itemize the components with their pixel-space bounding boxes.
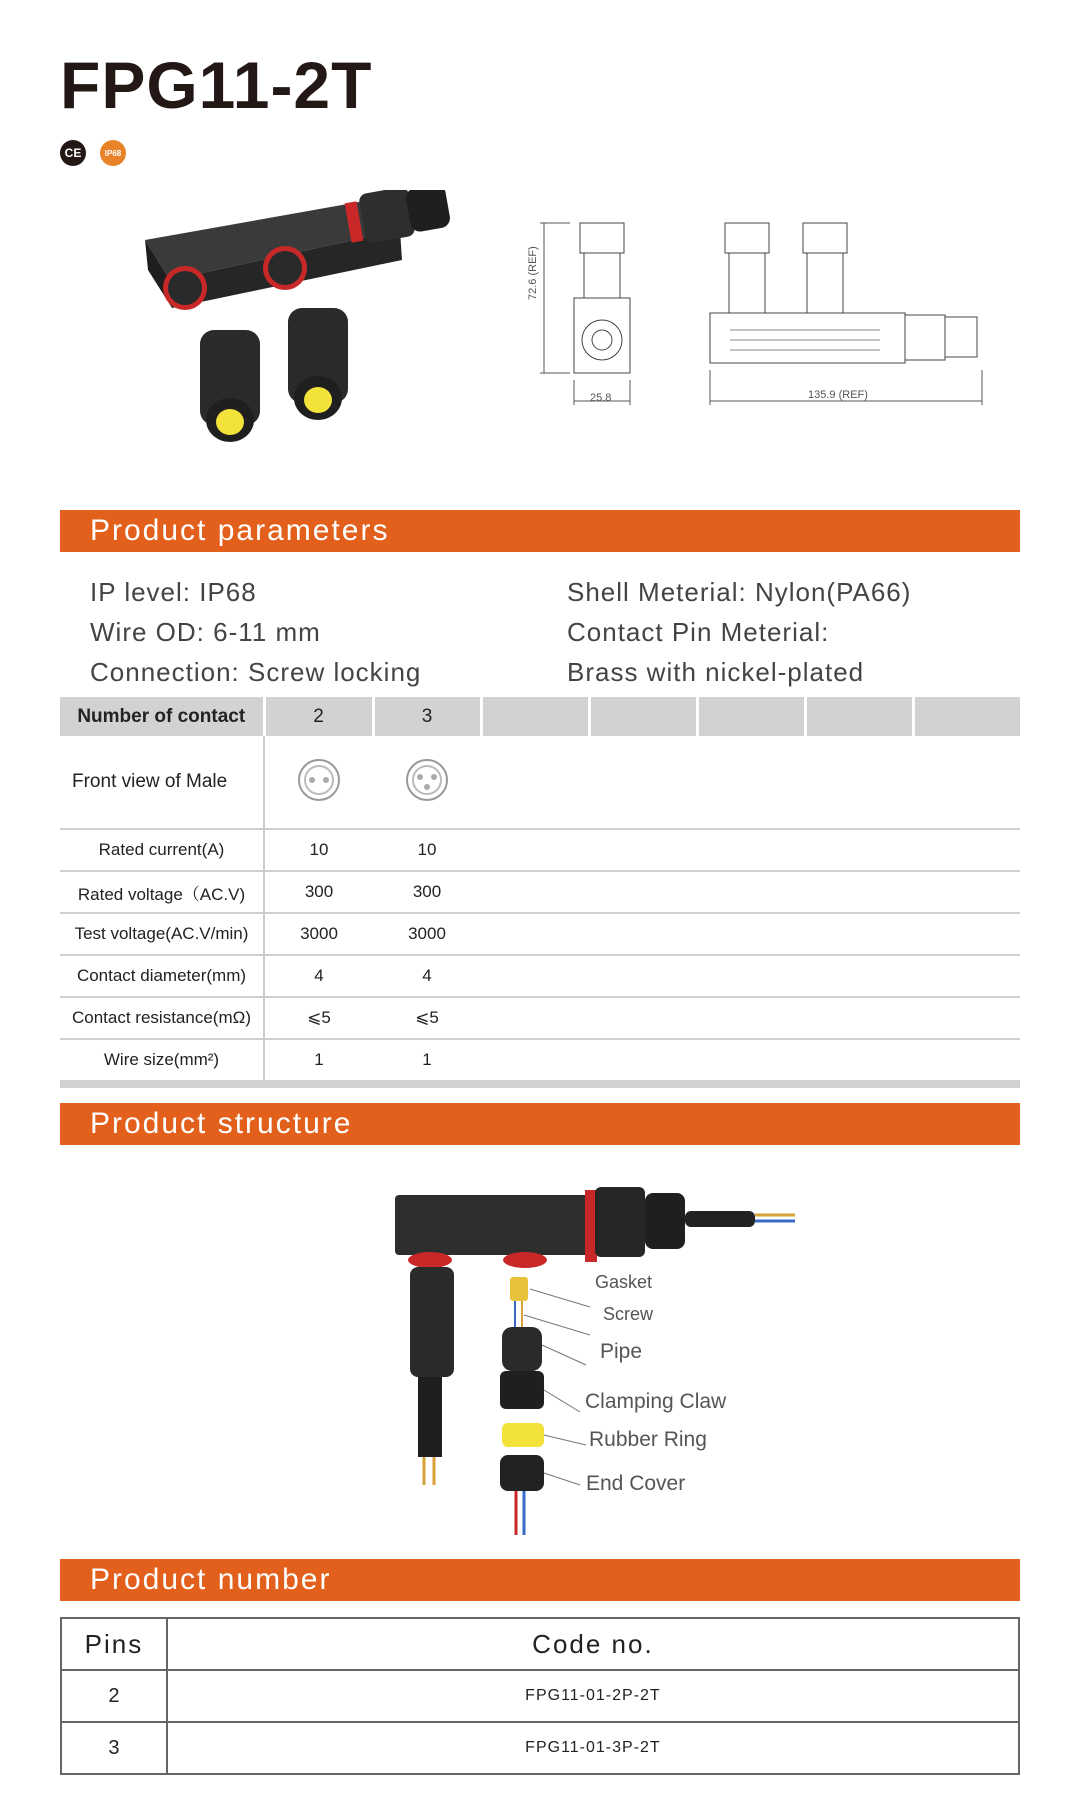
spec-header-value: 3 [373,697,481,736]
structure-right-exploded-image [500,1277,544,1535]
spec-table-bottom-bar [60,1080,1020,1088]
spec-row [60,955,1020,997]
spec-header-row [60,697,1020,736]
spec-cell: 1 [314,1050,324,1069]
spec-cell: 300 [373,871,481,913]
spec-cell: ⩽5 [373,997,481,1039]
spec-row-label: Contact resistance(mΩ) [60,997,264,1039]
spec-table [60,697,1020,1088]
param-connection: Connection: Screw locking [90,657,422,687]
param-pin-material-value: Brass with nickel-plated [567,657,865,687]
spec-cell: 300 [264,871,373,913]
front-view-3pin-cell [373,736,481,829]
table-row [61,1670,1019,1722]
label-gasket: Gasket [595,1272,653,1292]
product-photo [140,190,460,450]
front-view-3pin-icon [404,757,450,803]
plug-male-1-image [200,330,260,442]
spec-header-value: 2 [264,697,373,736]
spec-row [60,829,1020,871]
side-dimension-drawing [530,215,640,410]
param-wire-od: Wire OD: 6-11 mm [90,617,321,647]
spec-cell: 1 [422,1050,432,1069]
spec-row [60,1039,1020,1080]
front-dimension-drawing [700,215,990,410]
spec-cell: 3000 [373,913,481,955]
spec-cell: 10 [373,829,481,871]
spec-cell: 3000 [264,913,373,955]
label-end-cover: End Cover [586,1472,686,1495]
code-cell: FPG11-01-3P-2T [167,1722,1019,1774]
spec-row [60,997,1020,1039]
param-shell-material: Shell Meterial: Nylon(PA66) [567,577,912,607]
plug-male-2-image [288,308,348,420]
spec-row-label: Contact diameter(mm) [60,955,264,997]
front-width-dimension: 135.9 (REF) [808,389,868,401]
connector-body-image [145,190,452,310]
section-product-structure: Product structure [60,1103,1020,1145]
spec-header-label: Number of contact [60,697,264,736]
spec-cell: 4 [373,955,481,997]
label-pipe: Pipe [600,1340,643,1363]
side-width-dimension: 25.8 [590,392,612,404]
section-product-parameters: Product parameters [60,510,1020,552]
pins-cell: 2 [61,1670,167,1722]
spec-row-label: Front view of Male [60,736,264,829]
spec-row [60,871,1020,913]
spec-cell: ⩽5 [264,997,373,1039]
spec-row [60,913,1020,955]
spec-row-label: Test voltage(AC.V/min) [60,913,264,955]
spec-cell: 4 [264,955,373,997]
structure-body-image [395,1187,795,1268]
code-header: Code no. [167,1618,1019,1670]
section-product-number: Product number [60,1559,1020,1601]
ip68-badge-icon: IP68 [100,140,126,166]
pins-cell: 3 [61,1722,167,1774]
spec-row-label: Wire size(mm²) [60,1039,264,1080]
product-title: FPG11-2T [60,48,373,122]
spec-row [60,736,1020,829]
spec-row-label: Rated voltage（AC.V) [60,871,264,913]
label-clamping-claw: Clamping Claw [585,1390,727,1413]
spec-cell: 10 [264,829,373,871]
product-number-header-row [61,1618,1019,1670]
ce-mark-icon: CE [60,140,86,166]
front-view-2pin-cell [264,736,373,829]
product-number-table [60,1617,1020,1775]
side-height-dimension: 72.6 (REF) [527,246,539,300]
param-pin-material-label: Contact Pin Meterial: [567,617,830,647]
label-rubber-ring: Rubber Ring [589,1428,707,1451]
code-cell: FPG11-01-2P-2T [167,1670,1019,1722]
pins-header: Pins [61,1618,167,1670]
spec-row-label: Rated current(A) [60,829,264,871]
front-view-2pin-icon [296,757,342,803]
label-screw: Screw [603,1304,654,1324]
structure-left-plug-image [410,1267,454,1485]
table-row [61,1722,1019,1774]
param-ip-level: IP level: IP68 [90,577,257,607]
